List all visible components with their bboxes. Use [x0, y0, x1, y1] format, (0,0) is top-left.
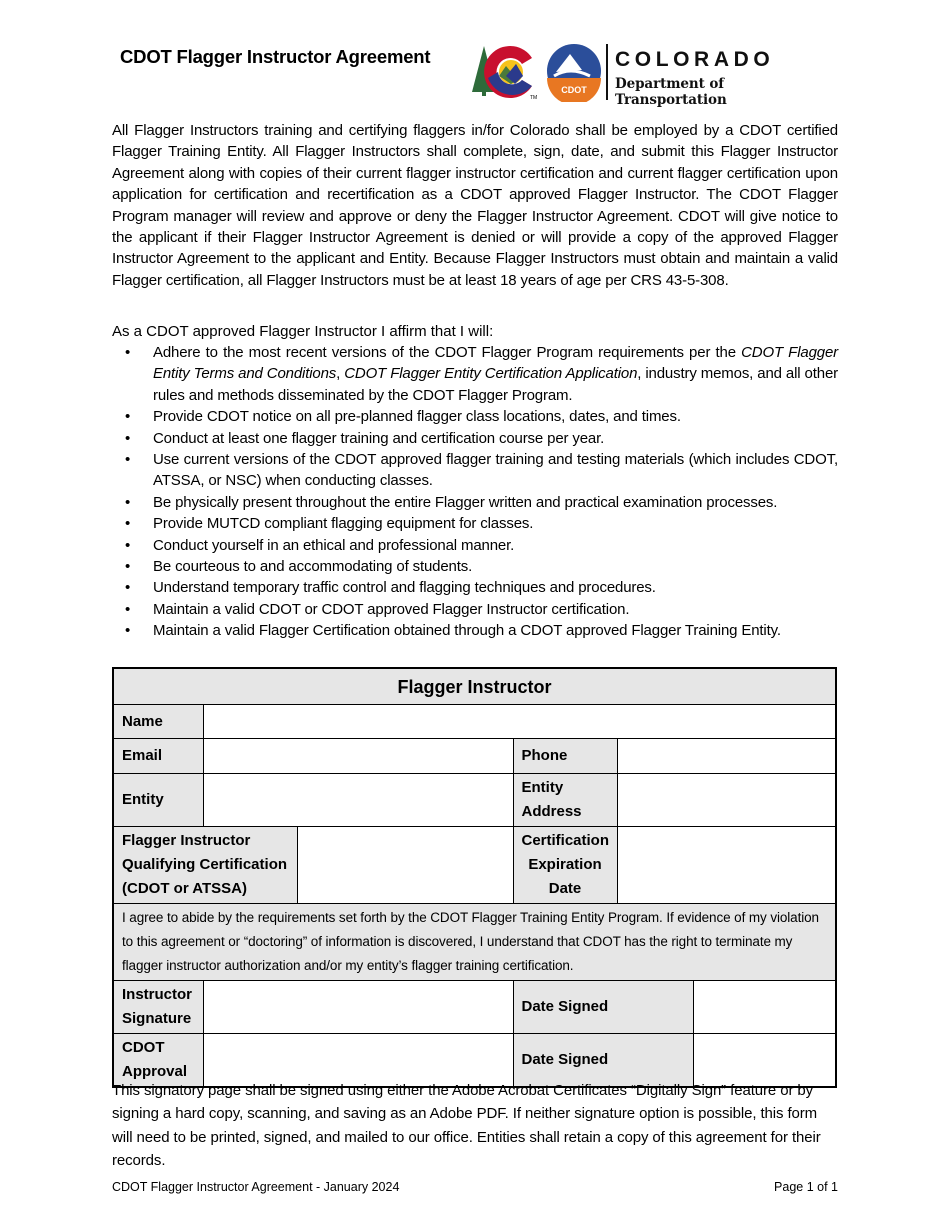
flagger-instructor-form [112, 667, 837, 1088]
colorado-c-logo-icon [470, 42, 606, 102]
entity-label: Entity [113, 774, 203, 827]
phone-field[interactable] [617, 739, 836, 774]
list-item: • Maintain a valid CDOT or CDOT approved Flagger Instructor certification. [112, 599, 838, 620]
svg-text:CDOT: CDOT [561, 85, 587, 95]
footer-document-name: CDOT Flagger Instructor Agreement - January 2024 [112, 1180, 400, 1194]
form-title: Flagger Instructor [113, 668, 836, 705]
instructor-signature-field[interactable] [203, 981, 513, 1034]
bullet-icon: • [125, 600, 131, 618]
list-item: • Understand temporary traffic control and flagging techniques and procedures. [112, 577, 838, 598]
bullet-icon: • [125, 515, 131, 533]
affirm-list [112, 342, 838, 642]
entity-address-field[interactable] [617, 774, 836, 827]
doc-reference: CDOT Flagger Entity Certification Application [344, 365, 638, 383]
expiration-date-field[interactable] [617, 827, 836, 904]
bullet-icon: • [125, 429, 131, 447]
name-field[interactable] [203, 705, 836, 739]
bullet-icon: • [125, 558, 131, 576]
name-label: Name [113, 705, 203, 739]
bullet-icon: • [125, 622, 131, 640]
list-item: • Adhere to the most recent versions of the CDOT Flagger Program requirements per the CDOT Flagger Entity Terms and Conditions, CDOT Flagger Entity Certification Application, industry memos, and all other rules and methods disseminated by the CDOT Flagger Program. [125, 344, 838, 404]
affirm-heading: As a CDOT approved Flagger Instructor I affirm that I will: [112, 323, 494, 340]
list-item: • Use current versions of the CDOT approved flagger training and testing materials (which includes CDOT, ATSSA, or NSC) when conducting classes. [125, 451, 838, 490]
logo-wordmark: COLORADO [615, 48, 775, 71]
instructor-signature-label: Instructor Signature [113, 981, 203, 1034]
list-item: • Provide CDOT notice on all pre-planned flagger class locations, dates, and times. [112, 406, 838, 427]
bullet-icon: • [125, 451, 131, 469]
phone-label: Phone [513, 739, 617, 774]
bullet-icon: • [125, 536, 131, 554]
cdot-logo [470, 42, 840, 108]
entity-field[interactable] [203, 774, 513, 827]
svg-text:TM: TM [530, 95, 538, 101]
cdot-approval-label: CDOT Approval [113, 1034, 203, 1088]
footer-page-number: Page 1 of 1 [774, 1180, 838, 1194]
qualifying-certification-label: Flagger Instructor Qualifying Certification (CDOT or ATSSA) [113, 827, 297, 904]
list-item: • Maintain a valid Flagger Certification obtained through a CDOT approved Flagger Training Entity. [112, 620, 838, 641]
entity-address-label: Entity Address [513, 774, 617, 827]
list-item: • Be physically present throughout the entire Flagger written and practical examination processes. [112, 492, 838, 513]
doc-reference: CDOT Flagger Entity Terms and Conditions [153, 344, 838, 383]
logo-department: Department of Transportation [615, 76, 727, 108]
list-item: • Conduct yourself in an ethical and professional manner. [112, 535, 838, 556]
qualifying-certification-field[interactable] [297, 827, 513, 904]
list-item: • Provide MUTCD compliant flagging equipment for classes. [112, 513, 838, 534]
intro-paragraph: All Flagger Instructors training and certifying flaggers in/for Colorado shall be employed by a CDOT certified Flagger Training Entity. All Flagger Instructors shall complete, sign, date, and submit this Flagger Instructor Agreement along with copies of their current flagger instructor certification and current flagger certification upon application for certification and recertification as a CDOT approved Flagger Instructor. The CDOT Flagger Program manager will review and approve or deny the Flagger Instructor Agreement. CDOT will give notice to the applicant if their Flagger Instructor Agreement is denied or will provide a copy of the approved Flagger Instructor Agreement to the applicant and Entity. Because Flagger Instructors must obtain and maintain a valid Flagger certification, all Flagger Instructors must be at least 18 years of age per CRS 43-5-308. [112, 122, 838, 289]
instructor-date-signed-label: Date Signed [513, 981, 693, 1034]
closing-paragraph: This signatory page shall be signed using either the Adobe Acrobat Certificates “Digitally Sign” feature or by signing a hard copy, scanning, and saving as an Adobe PDF. If neither signature option is possible, this form will need to be printed, signed, and mailed to our office. Entities shall retain a copy of this agreement for their records. [112, 1082, 821, 1170]
bullet-icon: • [125, 493, 131, 511]
page-title: CDOT Flagger Instructor Agreement [120, 46, 431, 67]
expiration-date-label: Certification Expiration Date [513, 827, 617, 904]
list-item: • Conduct at least one flagger training and certification course per year. [112, 428, 838, 449]
cdot-date-signed-label: Date Signed [513, 1034, 693, 1088]
agreement-statement: I agree to abide by the requirements set forth by the CDOT Flagger Training Entity Program. If evidence of my violation to this agreement or “doctoring” of information is discovered, I understand that CDOT has the right to terminate my flagger instructor authorization and/or my entity’s flagger training certification. [113, 904, 836, 981]
logo-divider [606, 44, 608, 100]
bullet-icon: • [125, 579, 131, 597]
bullet-icon: • [125, 408, 131, 426]
email-field[interactable] [203, 739, 513, 774]
email-label: Email [113, 739, 203, 774]
bullet-icon: • [125, 344, 131, 361]
instructor-date-signed-field[interactable] [693, 981, 836, 1034]
list-item: • Be courteous to and accommodating of students. [112, 556, 838, 577]
